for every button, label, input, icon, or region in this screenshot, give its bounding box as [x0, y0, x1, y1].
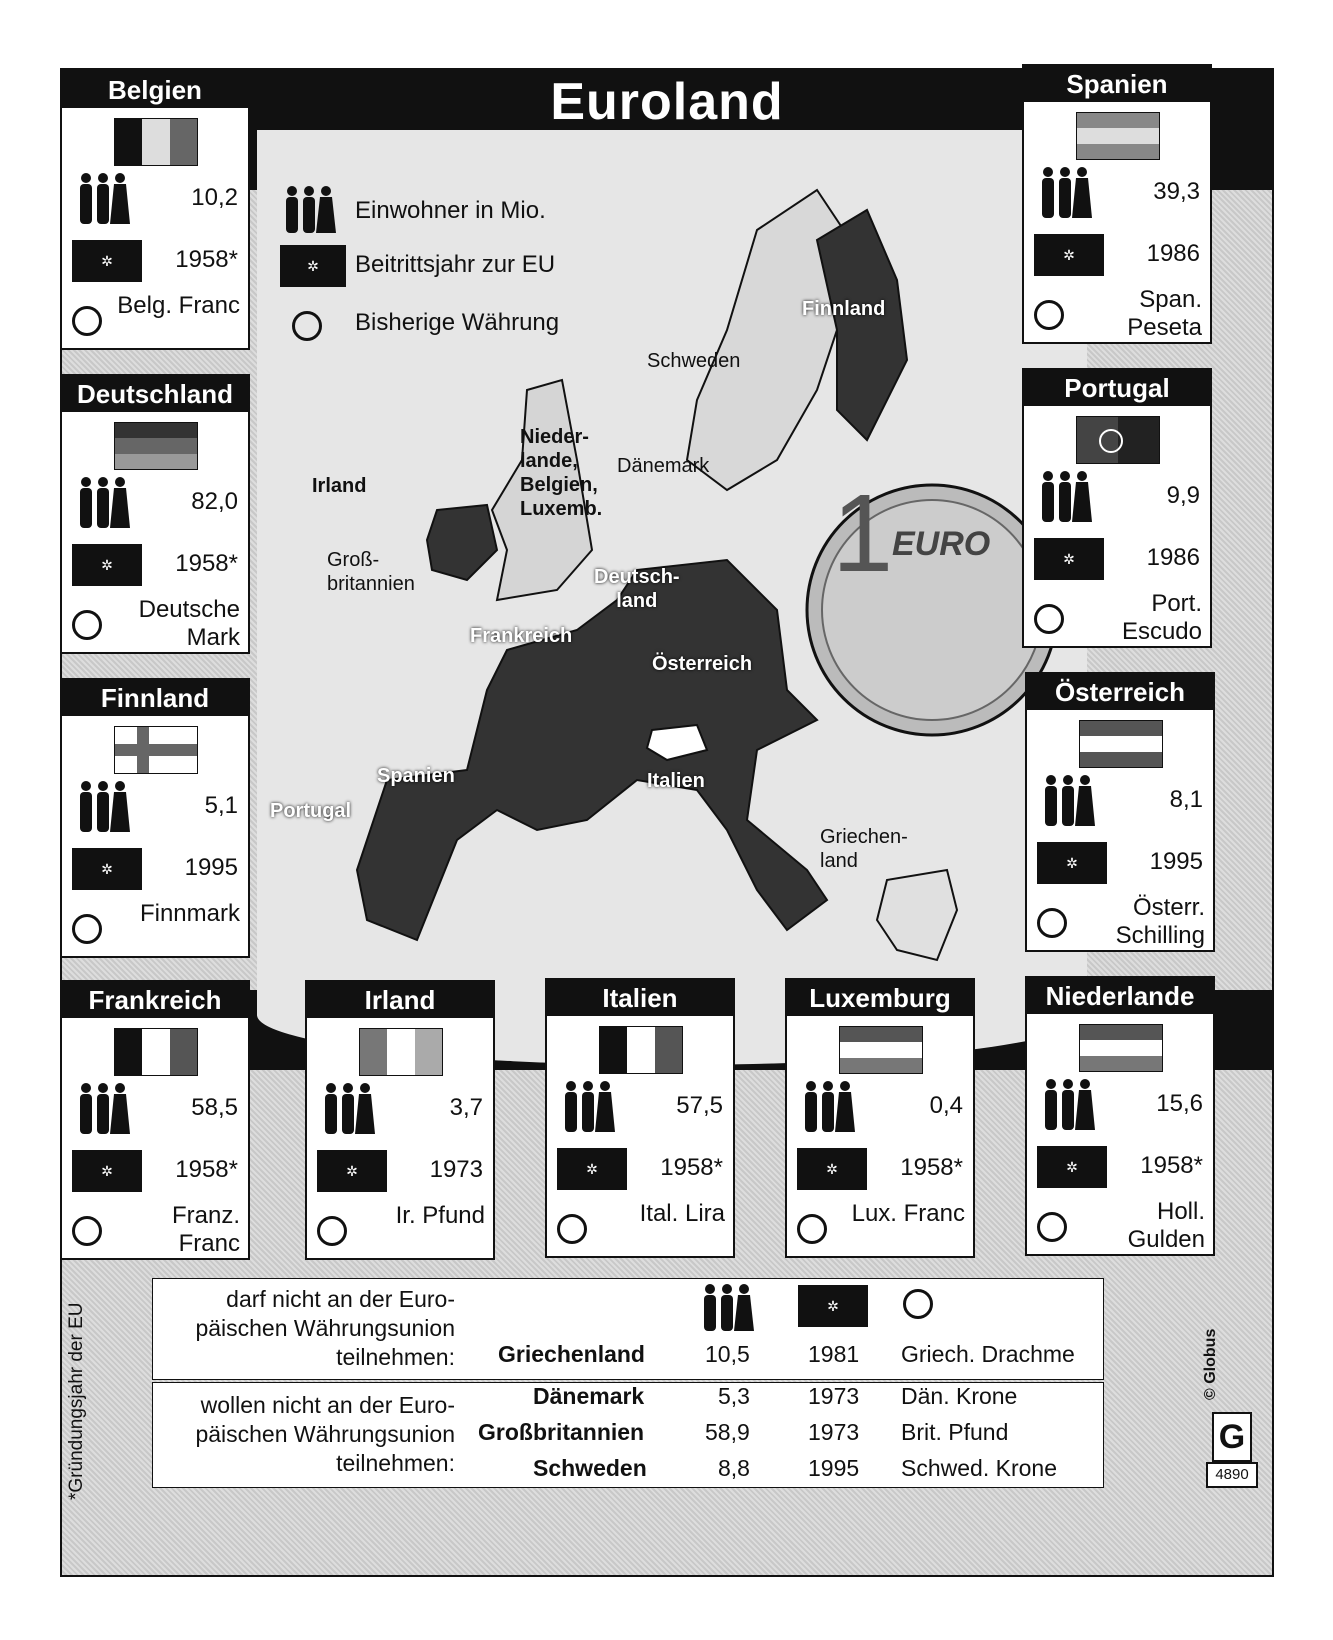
flag-icon	[114, 118, 198, 166]
people-icon	[319, 1082, 377, 1141]
map-label-finnland: Finnland	[802, 298, 886, 320]
map-label-spanien: Spanien	[377, 765, 455, 787]
map-label-italien: Italien	[647, 770, 705, 792]
former-currency	[396, 1202, 485, 1230]
country-card-finnland	[60, 678, 250, 958]
eu-flag-icon: ✲	[557, 1148, 627, 1190]
coin-icon	[1037, 908, 1067, 938]
de-line-2: land	[616, 590, 658, 612]
row-pop-schweden: 8,8	[718, 1455, 750, 1481]
currency-line-2: Peseta	[1127, 314, 1202, 341]
people-icon	[74, 476, 132, 535]
coin-icon	[72, 914, 102, 944]
former-currency	[640, 1200, 725, 1228]
country-card-body	[1025, 1014, 1215, 1256]
greece-shape	[877, 870, 957, 960]
country-card-body	[1022, 102, 1212, 344]
country-name: Niederlande	[1025, 976, 1215, 1014]
globus-logo-icon: G	[1212, 1412, 1252, 1462]
currency-line-2: Mark	[186, 624, 240, 651]
coin-icon	[317, 1216, 347, 1246]
flag-icon	[1079, 1024, 1163, 1072]
population-value: 58,5	[191, 1094, 238, 1121]
legend-population-label: Einwohner in Mio.	[355, 197, 546, 224]
flag-icon	[1079, 720, 1163, 768]
country-name: Luxemburg	[785, 978, 975, 1016]
people-icon	[1036, 166, 1094, 225]
currency-line-1: Holl.	[1156, 1198, 1205, 1225]
coin-icon	[903, 1289, 933, 1319]
eu-join-year: 1995	[184, 854, 238, 881]
row-year-schweden: 1995	[808, 1455, 860, 1481]
country-card-body	[1022, 406, 1212, 648]
eu-flag-icon: ✲	[280, 245, 346, 287]
flag-icon	[114, 726, 198, 774]
coin-icon	[797, 1214, 827, 1244]
row-name-gb: Großbritannien	[478, 1419, 645, 1445]
coin-icon	[72, 306, 102, 336]
population-value: 82,0	[191, 488, 238, 515]
eurozone-shape	[357, 560, 827, 940]
map-label-portugal: Portugal	[270, 800, 352, 822]
eu-flag-icon: ✲	[1034, 234, 1104, 276]
coin-icon	[1034, 300, 1064, 330]
gb-line-2: britannien	[327, 573, 415, 595]
benelux-line-3: Belgien,	[520, 474, 598, 496]
country-card-irland	[305, 980, 495, 1260]
coin-icon	[72, 610, 102, 640]
population-value: 3,7	[449, 1094, 483, 1121]
row-cur-schweden: Schwed. Krone	[901, 1455, 1057, 1481]
flag-icon	[114, 1028, 198, 1076]
currency-line-1: Ital. Lira	[639, 1200, 725, 1227]
greece-note-line-2: päischen Währungsunion	[195, 1315, 455, 1341]
graphic-number: 4890	[1206, 1462, 1258, 1488]
greece-note-line-1: darf nicht an der Euro-	[226, 1286, 455, 1312]
people-icon	[74, 1082, 132, 1141]
eu-join-year: 1958*	[175, 246, 238, 273]
country-card-body	[305, 1018, 495, 1260]
former-currency	[172, 1202, 240, 1258]
former-currency	[1116, 894, 1205, 950]
country-name: Portugal	[1022, 368, 1212, 406]
people-icon	[1039, 1078, 1097, 1137]
flag-icon	[359, 1028, 443, 1076]
legend-currency-label: Bisherige Währung	[355, 309, 560, 336]
optout-note-line-3: teilnehmen:	[336, 1450, 455, 1476]
country-card-body	[60, 716, 250, 958]
gr-line-2: land	[820, 850, 858, 872]
footnote: *Gründungsjahr der EU	[66, 1302, 87, 1500]
map-label-griechenland	[820, 825, 908, 873]
eu-flag-icon: ✲	[317, 1150, 387, 1192]
former-currency	[1128, 1198, 1205, 1254]
non-participant-table-optout	[152, 1382, 1104, 1488]
currency-line-1: Belg. Franc	[117, 292, 240, 319]
row-year-gb: 1973	[808, 1419, 860, 1445]
eu-flag-icon: ✲	[798, 1285, 868, 1327]
people-icon	[1039, 774, 1097, 833]
row-year-greece: 1981	[808, 1341, 860, 1367]
eu-flag-icon: ✲	[1034, 538, 1104, 580]
country-card-oesterreich	[1025, 672, 1215, 952]
gr-line-1: Griechen-	[820, 826, 908, 848]
map-label-frankreich: Frankreich	[470, 625, 573, 647]
flag-icon	[1076, 416, 1160, 464]
greece-note	[195, 1285, 455, 1372]
coin-euro-text: EURO	[892, 525, 991, 563]
currency-line-1: Port.	[1151, 590, 1202, 617]
country-card-spanien	[1022, 64, 1212, 344]
country-name: Spanien	[1022, 64, 1212, 102]
currency-line-1: Franz.	[171, 1202, 240, 1229]
former-currency	[140, 900, 240, 928]
people-icon	[74, 780, 132, 839]
country-name: Italien	[545, 978, 735, 1016]
former-currency	[1122, 590, 1202, 646]
eu-join-year: 1958*	[175, 550, 238, 577]
eu-join-year: 1995	[1149, 848, 1203, 875]
flag-icon	[599, 1026, 683, 1074]
eu-flag-icon: ✲	[797, 1148, 867, 1190]
coin-value: 1	[832, 472, 894, 595]
non-participant-table-greece	[152, 1278, 1104, 1380]
people-icon	[698, 1283, 756, 1333]
page-title: Euroland	[550, 73, 784, 131]
optout-note-line-2: päischen Währungsunion	[195, 1421, 455, 1447]
row-name-greece: Griechenland	[498, 1341, 645, 1367]
people-icon	[559, 1080, 617, 1139]
legend-eu-label: Beitrittsjahr zur EU	[355, 251, 556, 278]
legend-row-population	[280, 185, 546, 242]
country-card-body	[785, 1016, 975, 1258]
coin-icon	[557, 1214, 587, 1244]
population-value: 8,1	[1169, 786, 1203, 813]
row-cur-gb: Brit. Pfund	[901, 1419, 1009, 1445]
benelux-line-2: lande,	[520, 450, 578, 472]
eu-flag-icon: ✲	[72, 544, 142, 586]
population-value: 9,9	[1166, 482, 1200, 509]
row-pop-gb: 58,9	[705, 1419, 750, 1445]
map-label-gb	[327, 548, 415, 596]
eu-join-year: 1973	[429, 1156, 483, 1183]
population-value: 57,5	[676, 1092, 723, 1119]
country-card-luxemburg	[785, 978, 975, 1258]
legend-row-eu	[280, 245, 556, 287]
currency-line-2: Franc	[178, 1230, 240, 1257]
eu-flag-icon: ✲	[72, 848, 142, 890]
optout-note	[195, 1391, 455, 1478]
eu-flag-icon: ✲	[72, 1150, 142, 1192]
population-value: 0,4	[929, 1092, 963, 1119]
optout-note-line-1: wollen nicht an der Euro-	[200, 1392, 455, 1418]
row-year-daenemark: 1973	[808, 1383, 860, 1409]
currency-line-1: Österr.	[1132, 894, 1205, 921]
row-pop-daenemark: 5,3	[718, 1383, 750, 1409]
map-label-irland: Irland	[312, 475, 367, 497]
country-name: Österreich	[1025, 672, 1215, 710]
country-name: Deutschland	[60, 374, 250, 412]
country-card-body	[60, 1018, 250, 1260]
population-value: 5,1	[204, 792, 238, 819]
former-currency	[139, 596, 240, 652]
benelux-line-1: Nieder-	[520, 426, 589, 448]
country-card-body	[1025, 710, 1215, 952]
de-line-1: Deutsch-	[594, 566, 680, 588]
eu-join-year: 1986	[1146, 544, 1200, 571]
eu-join-year: 1958*	[660, 1154, 723, 1181]
eu-flag-icon: ✲	[1037, 842, 1107, 884]
people-icon	[799, 1080, 857, 1139]
former-currency	[1127, 286, 1202, 342]
currency-line-1: Deutsche	[138, 596, 240, 623]
eu-join-year: 1958*	[1140, 1152, 1203, 1179]
people-icon	[280, 185, 338, 235]
flag-icon	[114, 422, 198, 470]
coin-icon	[1037, 1212, 1067, 1242]
row-name-schweden: Schweden	[533, 1455, 647, 1481]
greece-note-line-3: teilnehmen:	[336, 1344, 455, 1370]
country-card-italien	[545, 978, 735, 1258]
flag-icon	[839, 1026, 923, 1074]
currency-line-2: Escudo	[1121, 618, 1202, 645]
country-name: Irland	[305, 980, 495, 1018]
country-card-deutschland	[60, 374, 250, 654]
currency-line-1: Lux. Franc	[851, 1200, 965, 1227]
country-card-niederlande	[1025, 976, 1215, 1256]
map-label-oesterreich: Österreich	[652, 653, 753, 675]
population-value: 39,3	[1153, 178, 1200, 205]
row-pop-greece: 10,5	[705, 1341, 750, 1367]
people-icon	[74, 172, 132, 231]
ireland-shape	[427, 505, 497, 580]
population-value: 10,2	[191, 184, 238, 211]
former-currency	[117, 292, 240, 320]
map-label-daenemark: Dänemark	[617, 455, 710, 477]
benelux-line-4: Luxemb.	[520, 498, 603, 520]
row-cur-daenemark: Dän. Krone	[901, 1383, 1018, 1409]
eu-flag-icon: ✲	[72, 240, 142, 282]
population-value: 15,6	[1156, 1090, 1203, 1117]
currency-line-1: Span.	[1139, 286, 1202, 313]
people-icon	[1036, 470, 1094, 529]
flag-icon	[1076, 112, 1160, 160]
coin-icon	[292, 311, 322, 341]
row-name-daenemark: Dänemark	[533, 1383, 645, 1409]
country-name: Belgien	[60, 70, 250, 108]
coin-icon	[1034, 604, 1064, 634]
currency-line-1: Ir. Pfund	[395, 1202, 485, 1229]
currency-line-1: Finnmark	[139, 900, 240, 927]
country-card-body	[545, 1016, 735, 1258]
country-card-belgien	[60, 70, 250, 350]
row-cur-greece: Griech. Drachme	[901, 1341, 1075, 1367]
map-label-schweden: Schweden	[647, 350, 741, 372]
country-card-frankreich	[60, 980, 250, 1260]
country-card-body	[60, 412, 250, 654]
former-currency	[852, 1200, 965, 1228]
eu-join-year: 1958*	[900, 1154, 963, 1181]
currency-line-2: Gulden	[1127, 1226, 1205, 1253]
country-card-portugal	[1022, 368, 1212, 648]
currency-line-2: Schilling	[1115, 922, 1205, 949]
eu-join-year: 1986	[1146, 240, 1200, 267]
coin-icon	[72, 1216, 102, 1246]
map-label-benelux	[520, 425, 602, 521]
eu-join-year: 1958*	[175, 1156, 238, 1183]
eu-flag-icon: ✲	[1037, 1146, 1107, 1188]
country-name: Frankreich	[60, 980, 250, 1018]
globus-credit: © Globus	[1202, 1328, 1219, 1400]
country-name: Finnland	[60, 678, 250, 716]
country-card-body	[60, 108, 250, 350]
gb-line-1: Groß-	[327, 549, 380, 571]
map-label-deutschland	[594, 565, 680, 613]
